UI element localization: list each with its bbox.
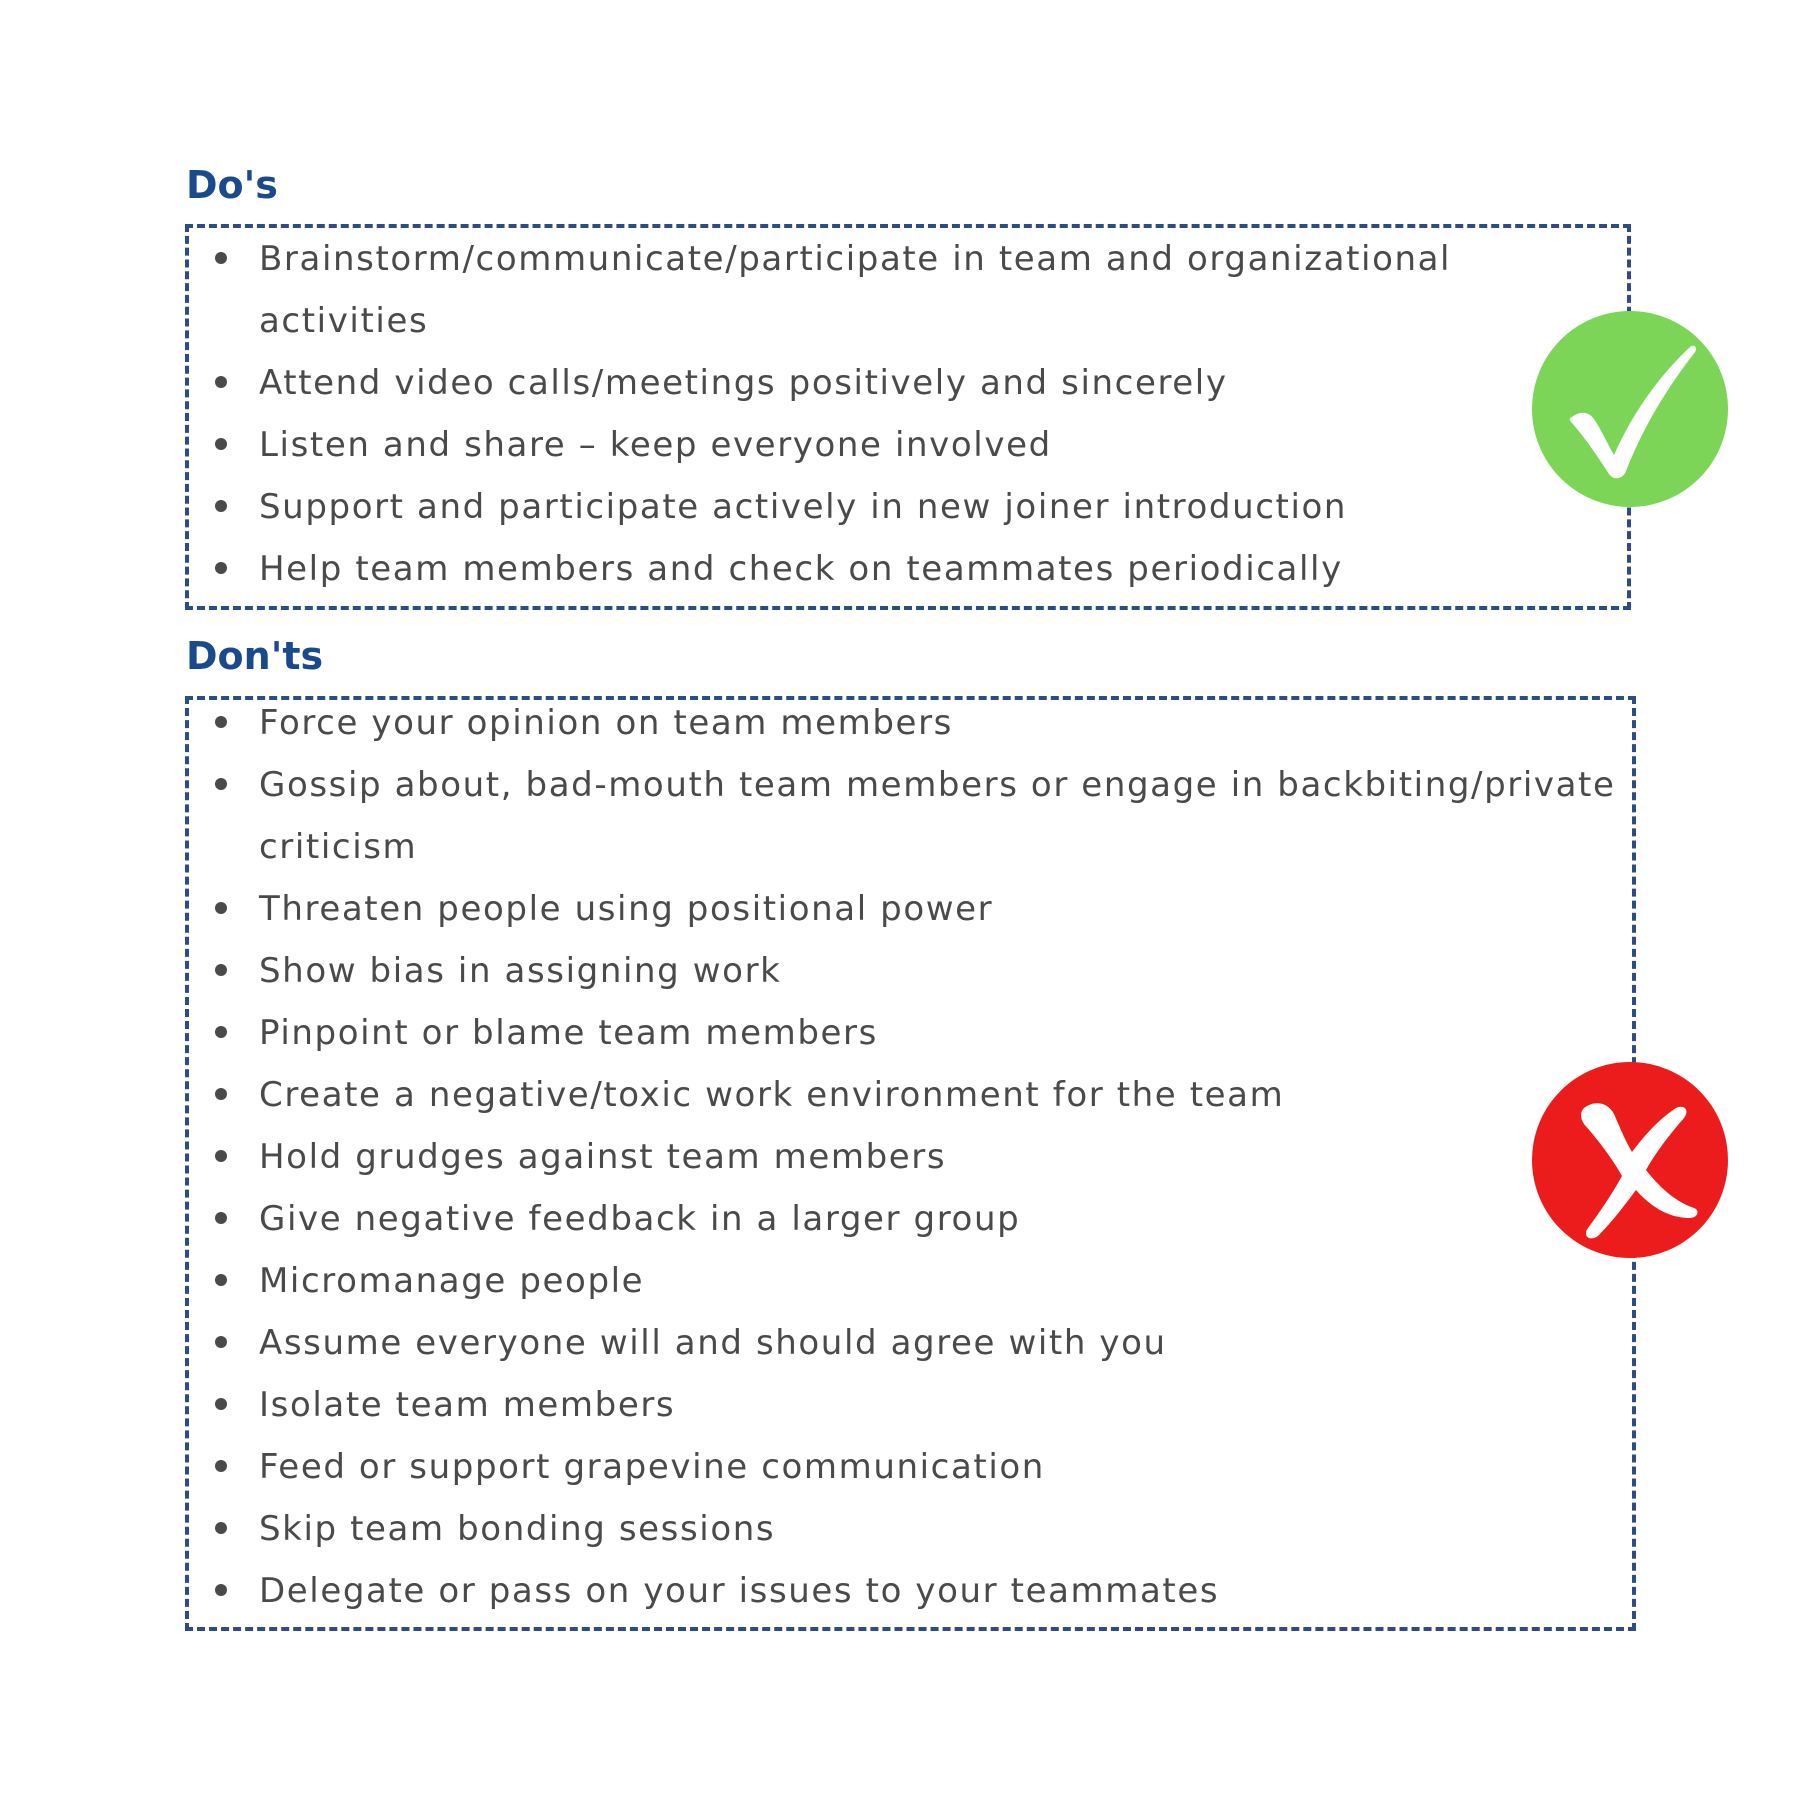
- donts-list-item: [215, 1374, 1625, 1436]
- bullet-icon: [215, 1212, 227, 1224]
- donts-item-text: Threaten people using positional power: [259, 889, 994, 929]
- donts-item-text: Hold grudges against team members: [259, 1137, 947, 1177]
- bullet-icon: [215, 1460, 227, 1472]
- dos-list-item: [215, 538, 1495, 600]
- dos-list: [215, 228, 1495, 600]
- donts-list-item: [215, 1250, 1625, 1312]
- bullet-icon: [215, 500, 227, 512]
- donts-item-text: Skip team bonding sessions: [259, 1509, 776, 1549]
- donts-item-text: Gossip about, bad-mouth team members or engage in backbiting/private criticism: [259, 765, 1616, 867]
- dos-heading: Do's: [186, 163, 278, 207]
- donts-list-item: [215, 1312, 1625, 1374]
- bullet-icon: [215, 902, 227, 914]
- donts-item-text: Create a negative/toxic work environment for the team: [259, 1075, 1285, 1115]
- dos-item-text: Support and participate actively in new joiner introduction: [259, 487, 1348, 527]
- donts-list-item: [215, 1126, 1625, 1188]
- bullet-icon: [215, 1026, 227, 1038]
- donts-list-item: [215, 940, 1625, 1002]
- dos-item-text: Brainstorm/communicate/participate in team and organizational activities: [259, 239, 1452, 341]
- donts-list-item: [215, 754, 1625, 878]
- dos-item-text: Listen and share – keep everyone involved: [259, 425, 1052, 465]
- dos-list-item: [215, 228, 1495, 352]
- donts-item-text: Show bias in assigning work: [259, 951, 782, 991]
- donts-item-text: Assume everyone will and should agree with you: [259, 1323, 1167, 1363]
- bullet-icon: [215, 716, 227, 728]
- bullet-icon: [215, 1150, 227, 1162]
- donts-list-item: [215, 1498, 1625, 1560]
- donts-heading: Don'ts: [186, 634, 324, 678]
- bullet-icon: [215, 1522, 227, 1534]
- dos-item-text: Help team members and check on teammates periodically: [259, 549, 1343, 589]
- bullet-icon: [215, 1274, 227, 1286]
- dos-list-item: [215, 352, 1495, 414]
- checkmark-glyph: [1532, 311, 1728, 507]
- bullet-icon: [215, 1088, 227, 1100]
- dos-item-text: Attend video calls/meetings positively and sincerely: [259, 363, 1228, 403]
- dos-box: [185, 224, 1631, 610]
- dos-list-item: [215, 414, 1495, 476]
- donts-box: [185, 696, 1636, 1631]
- bullet-icon: [215, 562, 227, 574]
- cross-icon: [1532, 1062, 1728, 1258]
- donts-list-item: [215, 1436, 1625, 1498]
- donts-list: [215, 692, 1625, 1622]
- donts-item-text: Pinpoint or blame team members: [259, 1013, 878, 1053]
- bullet-icon: [215, 438, 227, 450]
- checkmark-icon: [1532, 311, 1728, 507]
- donts-item-text: Delegate or pass on your issues to your teammates: [259, 1571, 1220, 1611]
- donts-item-text: Feed or support grapevine communication: [259, 1447, 1045, 1487]
- bullet-icon: [215, 1398, 227, 1410]
- donts-item-text: Give negative feedback in a larger group: [259, 1199, 1021, 1239]
- bullet-icon: [215, 778, 227, 790]
- dos-list-item: [215, 476, 1495, 538]
- donts-item-text: Isolate team members: [259, 1385, 676, 1425]
- cross-glyph: [1532, 1062, 1728, 1258]
- donts-list-item: [215, 1002, 1625, 1064]
- donts-list-item: [215, 692, 1625, 754]
- bullet-icon: [215, 964, 227, 976]
- bullet-icon: [215, 1584, 227, 1596]
- donts-list-item: [215, 878, 1625, 940]
- bullet-icon: [215, 252, 227, 264]
- donts-list-item: [215, 1188, 1625, 1250]
- donts-item-text: Force your opinion on team members: [259, 703, 953, 743]
- bullet-icon: [215, 1336, 227, 1348]
- bullet-icon: [215, 376, 227, 388]
- donts-item-text: Micromanage people: [259, 1261, 645, 1301]
- donts-list-item: [215, 1064, 1625, 1126]
- donts-list-item: [215, 1560, 1625, 1622]
